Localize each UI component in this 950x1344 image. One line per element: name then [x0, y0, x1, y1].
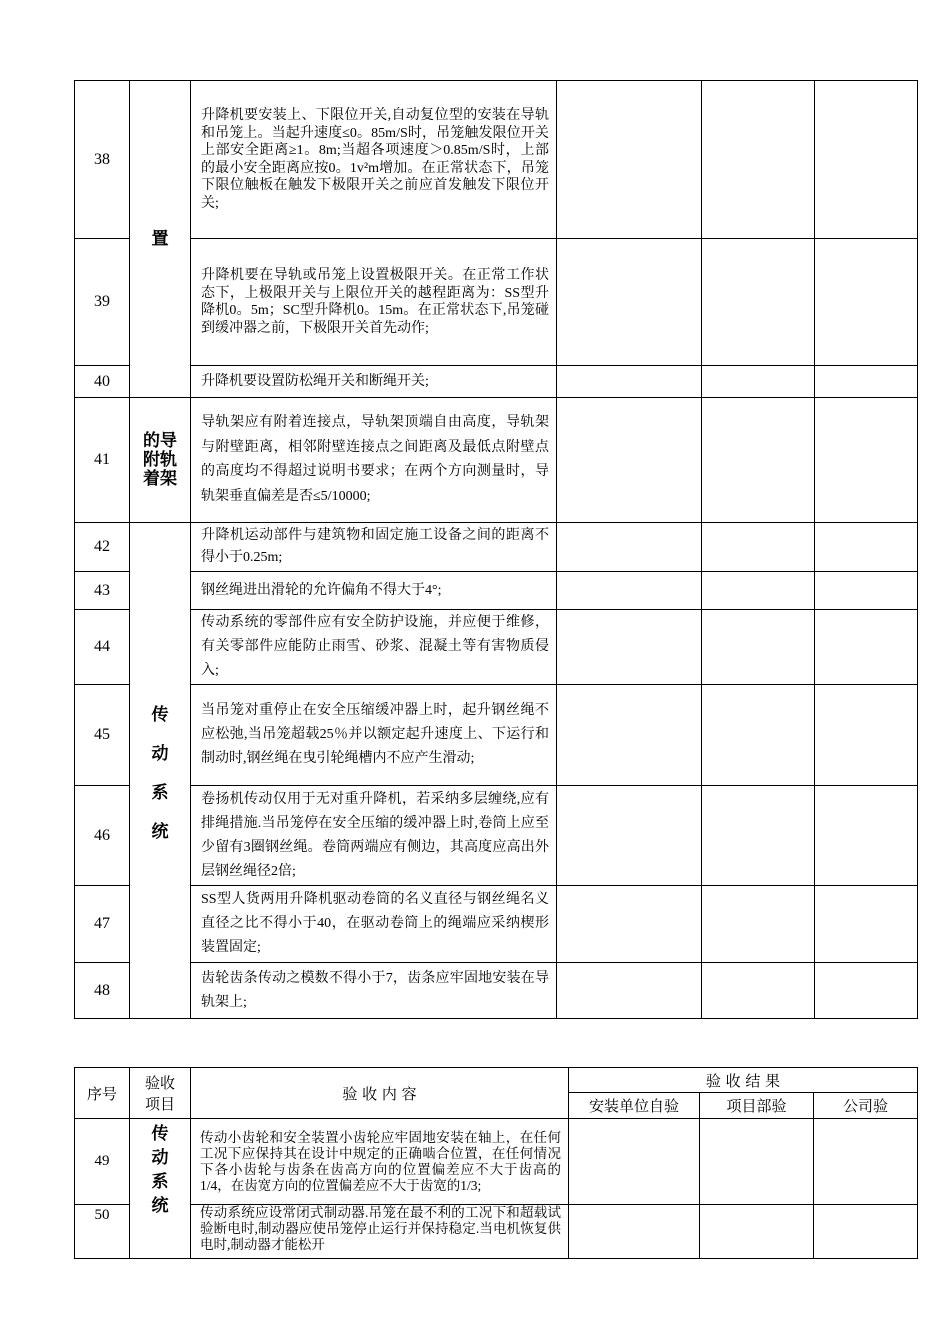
row-content: 卷扬机传动仅用于无对重升降机，若采纳多层缠绕,应有排绳措施.当吊笼停在安全压缩的缓冲器上时,卷筒上应至少留有3圈钢丝绳。卷筒两端应有侧边，其高度应高出外层钢丝绳径2倍; — [191, 786, 557, 886]
category-char: 系 — [151, 782, 169, 803]
row-number: 41 — [75, 398, 130, 523]
dept-check-cell[interactable] — [702, 398, 815, 523]
dept-check-cell[interactable] — [702, 963, 815, 1019]
row-content: 升降机要安装上、下限位开关,自动复位型的安装在导轨和吊笼上。当起升速度≤0。85m/S时，吊笼触发限位开关上部安全距离≥1。8m;当超各项速度＞0.85m/S时，上部的最小安全距离应按0。1v²m增加。在正常状态下，吊笼下限位触板在触发下极限开关之前应首发触发下限位开关; — [191, 81, 557, 239]
table-row — [75, 239, 918, 366]
table-row — [75, 886, 918, 963]
dept-check-cell[interactable] — [702, 366, 815, 398]
row-content: 升降机运动部件与建筑物和固定施工设备之间的距离不得小于0.25m; — [191, 523, 557, 572]
row-content: 当吊笼对重停止在安全压缩缓冲器上时，起升钢丝绳不应松弛,当吊笼超载25％并以额定起升速度上、下运行和制动时,钢丝绳在曳引轮绳槽内不应产生滑动; — [191, 685, 557, 786]
table-row — [75, 786, 918, 886]
dept-check-cell[interactable] — [702, 239, 815, 366]
row-content: 升降机要在导轨或吊笼上设置极限开关。在正常工作状态下，上极限开关与上限位开关的越程距离为：SS型升降机0。5m；SC型升降机0。15m。在正常状态下,吊笼碰到缓冲器之前，下极限开关首先动作; — [191, 239, 557, 366]
row-content: SS型人货两用升降机驱动卷筒的名义直径与钢丝绳名义直径之比不得小于40，在驱动卷筒上的绳端应采纳楔形装置固定; — [191, 886, 557, 963]
category-char: 动 — [151, 743, 169, 764]
self-check-cell[interactable] — [569, 1119, 700, 1205]
table-row — [75, 963, 918, 1019]
row-number: 42 — [75, 523, 130, 572]
header-row — [75, 1068, 918, 1093]
row-number: 43 — [75, 572, 130, 610]
company-check-cell[interactable] — [815, 886, 918, 963]
dept-check-cell[interactable] — [702, 610, 815, 685]
company-check-header: 公司验 — [814, 1093, 918, 1119]
row-content: 传动系统应设常闭式制动器.吊笼在最不利的工况下和超载试验断电时,制动器应使吊笼停止运行并保持稳定.当电机恢复供电时,制动器才能松开 — [191, 1205, 569, 1259]
result-header: 验 收 结 果 — [569, 1068, 918, 1093]
category-cell — [130, 1119, 191, 1259]
company-check-cell[interactable] — [815, 398, 918, 523]
category-char: 统 — [151, 1196, 169, 1216]
self-check-cell[interactable] — [557, 81, 702, 239]
company-check-cell[interactable] — [815, 610, 918, 685]
row-content: 传动系统的零部件应有安全防护设施，并应便于维修，有关零部件应能防止雨雪、砂浆、混凝土等有害物质侵入; — [191, 610, 557, 685]
category-label: 置 — [151, 228, 169, 249]
table-row — [75, 81, 918, 239]
self-check-cell[interactable] — [557, 610, 702, 685]
content-header: 验 收 内 容 — [191, 1068, 569, 1119]
row-content: 升降机要设置防松绳开关和断绳开关; — [191, 366, 557, 398]
row-number: 50 — [75, 1205, 130, 1259]
row-content: 钢丝绳进出滑轮的允许偏角不得大于4°; — [191, 572, 557, 610]
category-cell — [130, 398, 191, 523]
category-char: 动 — [151, 1148, 169, 1168]
self-check-cell[interactable] — [557, 572, 702, 610]
company-check-cell[interactable] — [815, 572, 918, 610]
category-cell — [130, 523, 191, 1019]
self-check-cell[interactable] — [557, 685, 702, 786]
self-check-header: 安装单位自验 — [569, 1093, 700, 1119]
self-check-cell[interactable] — [557, 786, 702, 886]
category-cell — [130, 81, 191, 398]
dept-check-cell[interactable] — [702, 572, 815, 610]
company-check-cell[interactable] — [814, 1205, 918, 1259]
category-label-line: 着架 — [143, 468, 177, 489]
row-number: 47 — [75, 886, 130, 963]
row-number: 38 — [75, 81, 130, 239]
category-char: 传 — [151, 1124, 169, 1144]
row-number: 39 — [75, 239, 130, 366]
dept-check-cell[interactable] — [702, 786, 815, 886]
seq-header: 序号 — [75, 1068, 130, 1119]
company-check-cell[interactable] — [815, 786, 918, 886]
table-row — [75, 610, 918, 685]
category-char: 统 — [151, 821, 169, 842]
category-label-line: 附轨 — [143, 449, 177, 470]
inspection-table-bottom — [74, 1067, 918, 1259]
dept-check-cell[interactable] — [702, 685, 815, 786]
self-check-cell[interactable] — [557, 398, 702, 523]
row-number: 49 — [75, 1119, 130, 1205]
dept-check-cell[interactable] — [700, 1205, 814, 1259]
item-header — [130, 1068, 191, 1119]
dept-check-cell[interactable] — [700, 1119, 814, 1205]
company-check-cell[interactable] — [815, 366, 918, 398]
row-number: 40 — [75, 366, 130, 398]
item-header-line: 验收 — [144, 1074, 175, 1092]
inspection-table-top — [74, 80, 918, 1019]
company-check-cell[interactable] — [815, 239, 918, 366]
item-header-line: 项目 — [144, 1095, 175, 1113]
row-number: 45 — [75, 685, 130, 786]
row-content: 传动小齿轮和安全装置小齿轮应牢固地安装在轴上，在任何工况下应保持其在设计中规定的正确啮合位置，在任何情况下各小齿轮与齿条在齿高方向的位置偏差应不大于齿高的1/4，在齿宽方向的位置偏差应不大于齿宽的1/3; — [191, 1119, 569, 1205]
self-check-cell[interactable] — [569, 1205, 700, 1259]
table-row — [75, 685, 918, 786]
company-check-cell[interactable] — [815, 523, 918, 572]
table-row — [75, 366, 918, 398]
row-content: 导轨架应有附着连接点，导轨架顶端自由高度，导轨架与附壁距离，相邻附壁连接点之间距离及最低点附壁点的高度均不得超过说明书要求；在两个方向测量时，导轨架垂直偏差是否≤5/10000; — [191, 398, 557, 523]
company-check-cell[interactable] — [815, 81, 918, 239]
self-check-cell[interactable] — [557, 523, 702, 572]
dept-check-cell[interactable] — [702, 886, 815, 963]
company-check-cell[interactable] — [814, 1119, 918, 1205]
dept-check-cell[interactable] — [702, 523, 815, 572]
dept-check-header: 项目部验 — [700, 1093, 814, 1119]
table-row — [75, 398, 918, 523]
self-check-cell[interactable] — [557, 963, 702, 1019]
table-row — [75, 523, 918, 572]
table-row — [75, 1205, 918, 1259]
self-check-cell[interactable] — [557, 239, 702, 366]
row-content: 齿轮齿条传动之模数不得小于7，齿条应牢固地安装在导轨架上; — [191, 963, 557, 1019]
self-check-cell[interactable] — [557, 366, 702, 398]
table-row — [75, 1119, 918, 1205]
table-row — [75, 572, 918, 610]
category-char: 传 — [151, 704, 169, 725]
dept-check-cell[interactable] — [702, 81, 815, 239]
row-number: 44 — [75, 610, 130, 685]
category-label-line: 的导 — [143, 430, 177, 451]
row-number: 46 — [75, 786, 130, 886]
company-check-cell[interactable] — [815, 685, 918, 786]
row-number: 48 — [75, 963, 130, 1019]
category-char: 系 — [151, 1172, 169, 1192]
company-check-cell[interactable] — [815, 963, 918, 1019]
self-check-cell[interactable] — [557, 886, 702, 963]
